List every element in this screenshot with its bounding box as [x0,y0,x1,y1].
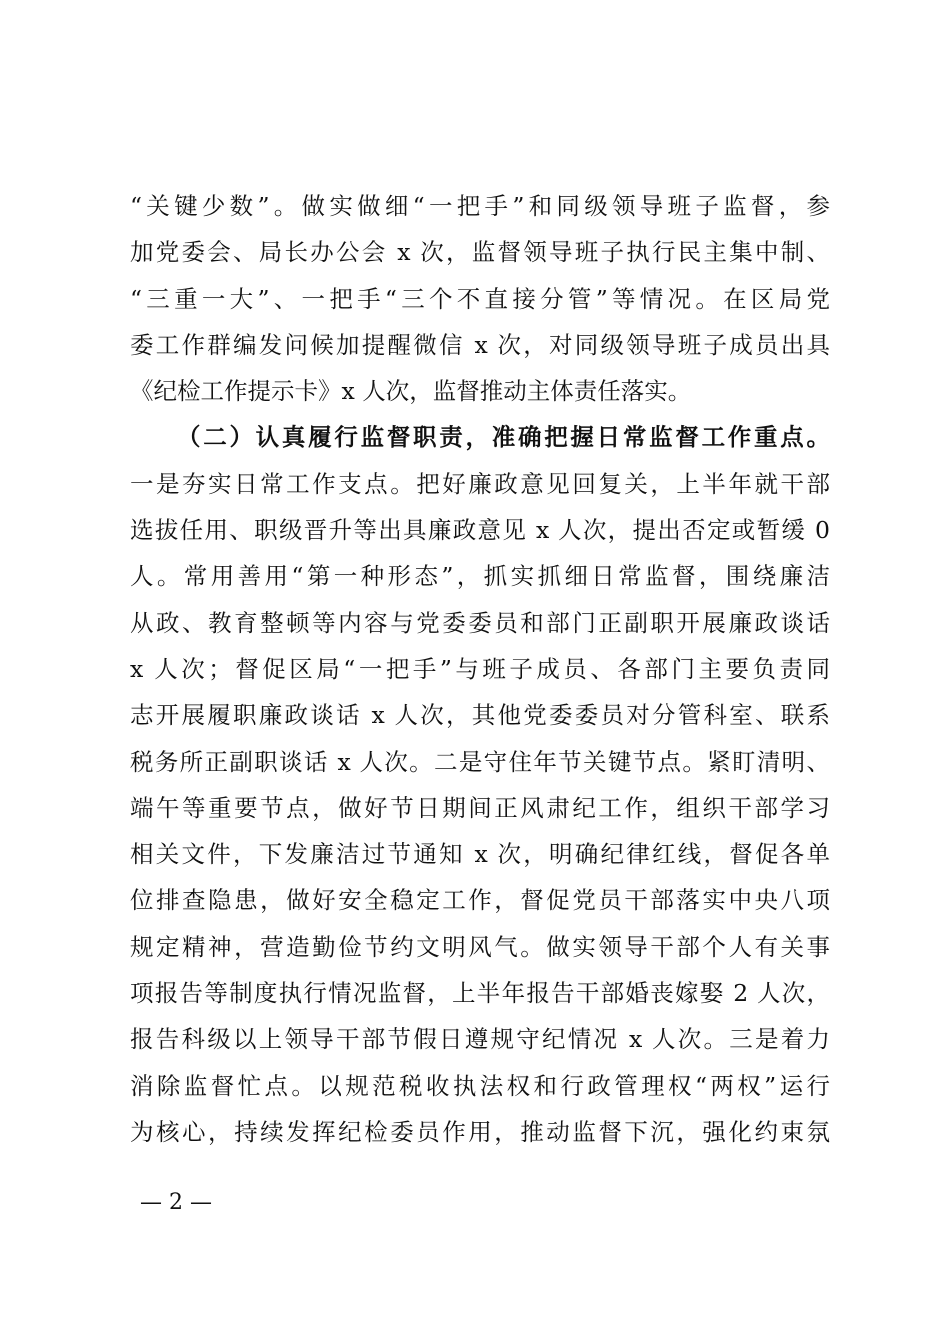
text-line: 相关文件，下发廉洁过节通知 x 次，明确纪律红线，督促各单 [130,840,830,869]
text-line: “三重一大”、一把手“三个不直接分管”等情况。在区局党 [130,284,830,313]
text-line: 端午等重要节点，做好节日期间正风肃纪工作，组织干部学习 [130,793,830,822]
text-line: 人。常用善用“第一种形态”，抓实抓细日常监督，围绕廉洁 [130,562,830,591]
text-line: 消除监督忙点。以规范税收执法权和行政管理权“两权”运行 [130,1071,830,1100]
page-number: — 2 — [140,1190,212,1215]
text-line: 志开展履职廉政谈话 x 人次，其他党委委员对分管科室、联系 [130,701,830,730]
text-line: 为核心，持续发挥纪检委员作用，推动监督下沉，强化约束氛 [130,1117,830,1146]
text-line: 从政、教育整顿等内容与党委委员和部门正副职开展廉政谈话 [130,608,830,637]
text-line: 加党委会、局长办公会 x 次，监督领导班子执行民主集中制、 [130,238,830,267]
text-line: 一是夯实日常工作支点。把好廉政意见回复关，上半年就干部 [130,469,830,498]
text-line: 委工作群编发问候加提醒微信 x 次，对同级领导班子成员出具 [130,330,830,359]
text-line: 《纪检工作提示卡》x 人次，监督推动主体责任落实。 [130,377,692,406]
section-heading: （二）认真履行监督职责，准确把握日常监督工作重点。 [177,423,830,452]
text-line: “关键少数”。做实做细“一把手”和同级领导班子监督，参 [130,192,830,220]
text-line: 选拔任用、职级晋升等出具廉政意见 x 人次，提出否定或暂缓 0 [130,516,830,545]
text-line: 项报告等制度执行情况监督，上半年报告干部婚丧嫁娶 2 人次， [130,979,830,1008]
text-line: 税务所正副职谈话 x 人次。二是守住年节关键节点。紧盯清明、 [130,747,830,776]
text-line: 报告科级以上领导干部节假日遵规守纪情况 x 人次。三是着力 [130,1025,830,1054]
text-line: x 人次；督促区局“一把手”与班子成员、各部门主要负责同 [130,654,830,683]
body-text [130,183,830,1155]
text-line: 位排查隐患，做好安全稳定工作，督促党员干部落实中央八项 [130,886,830,915]
text-line: 规定精神，营造勤俭节约文明风气。做实领导干部个人有关事 [130,932,830,961]
